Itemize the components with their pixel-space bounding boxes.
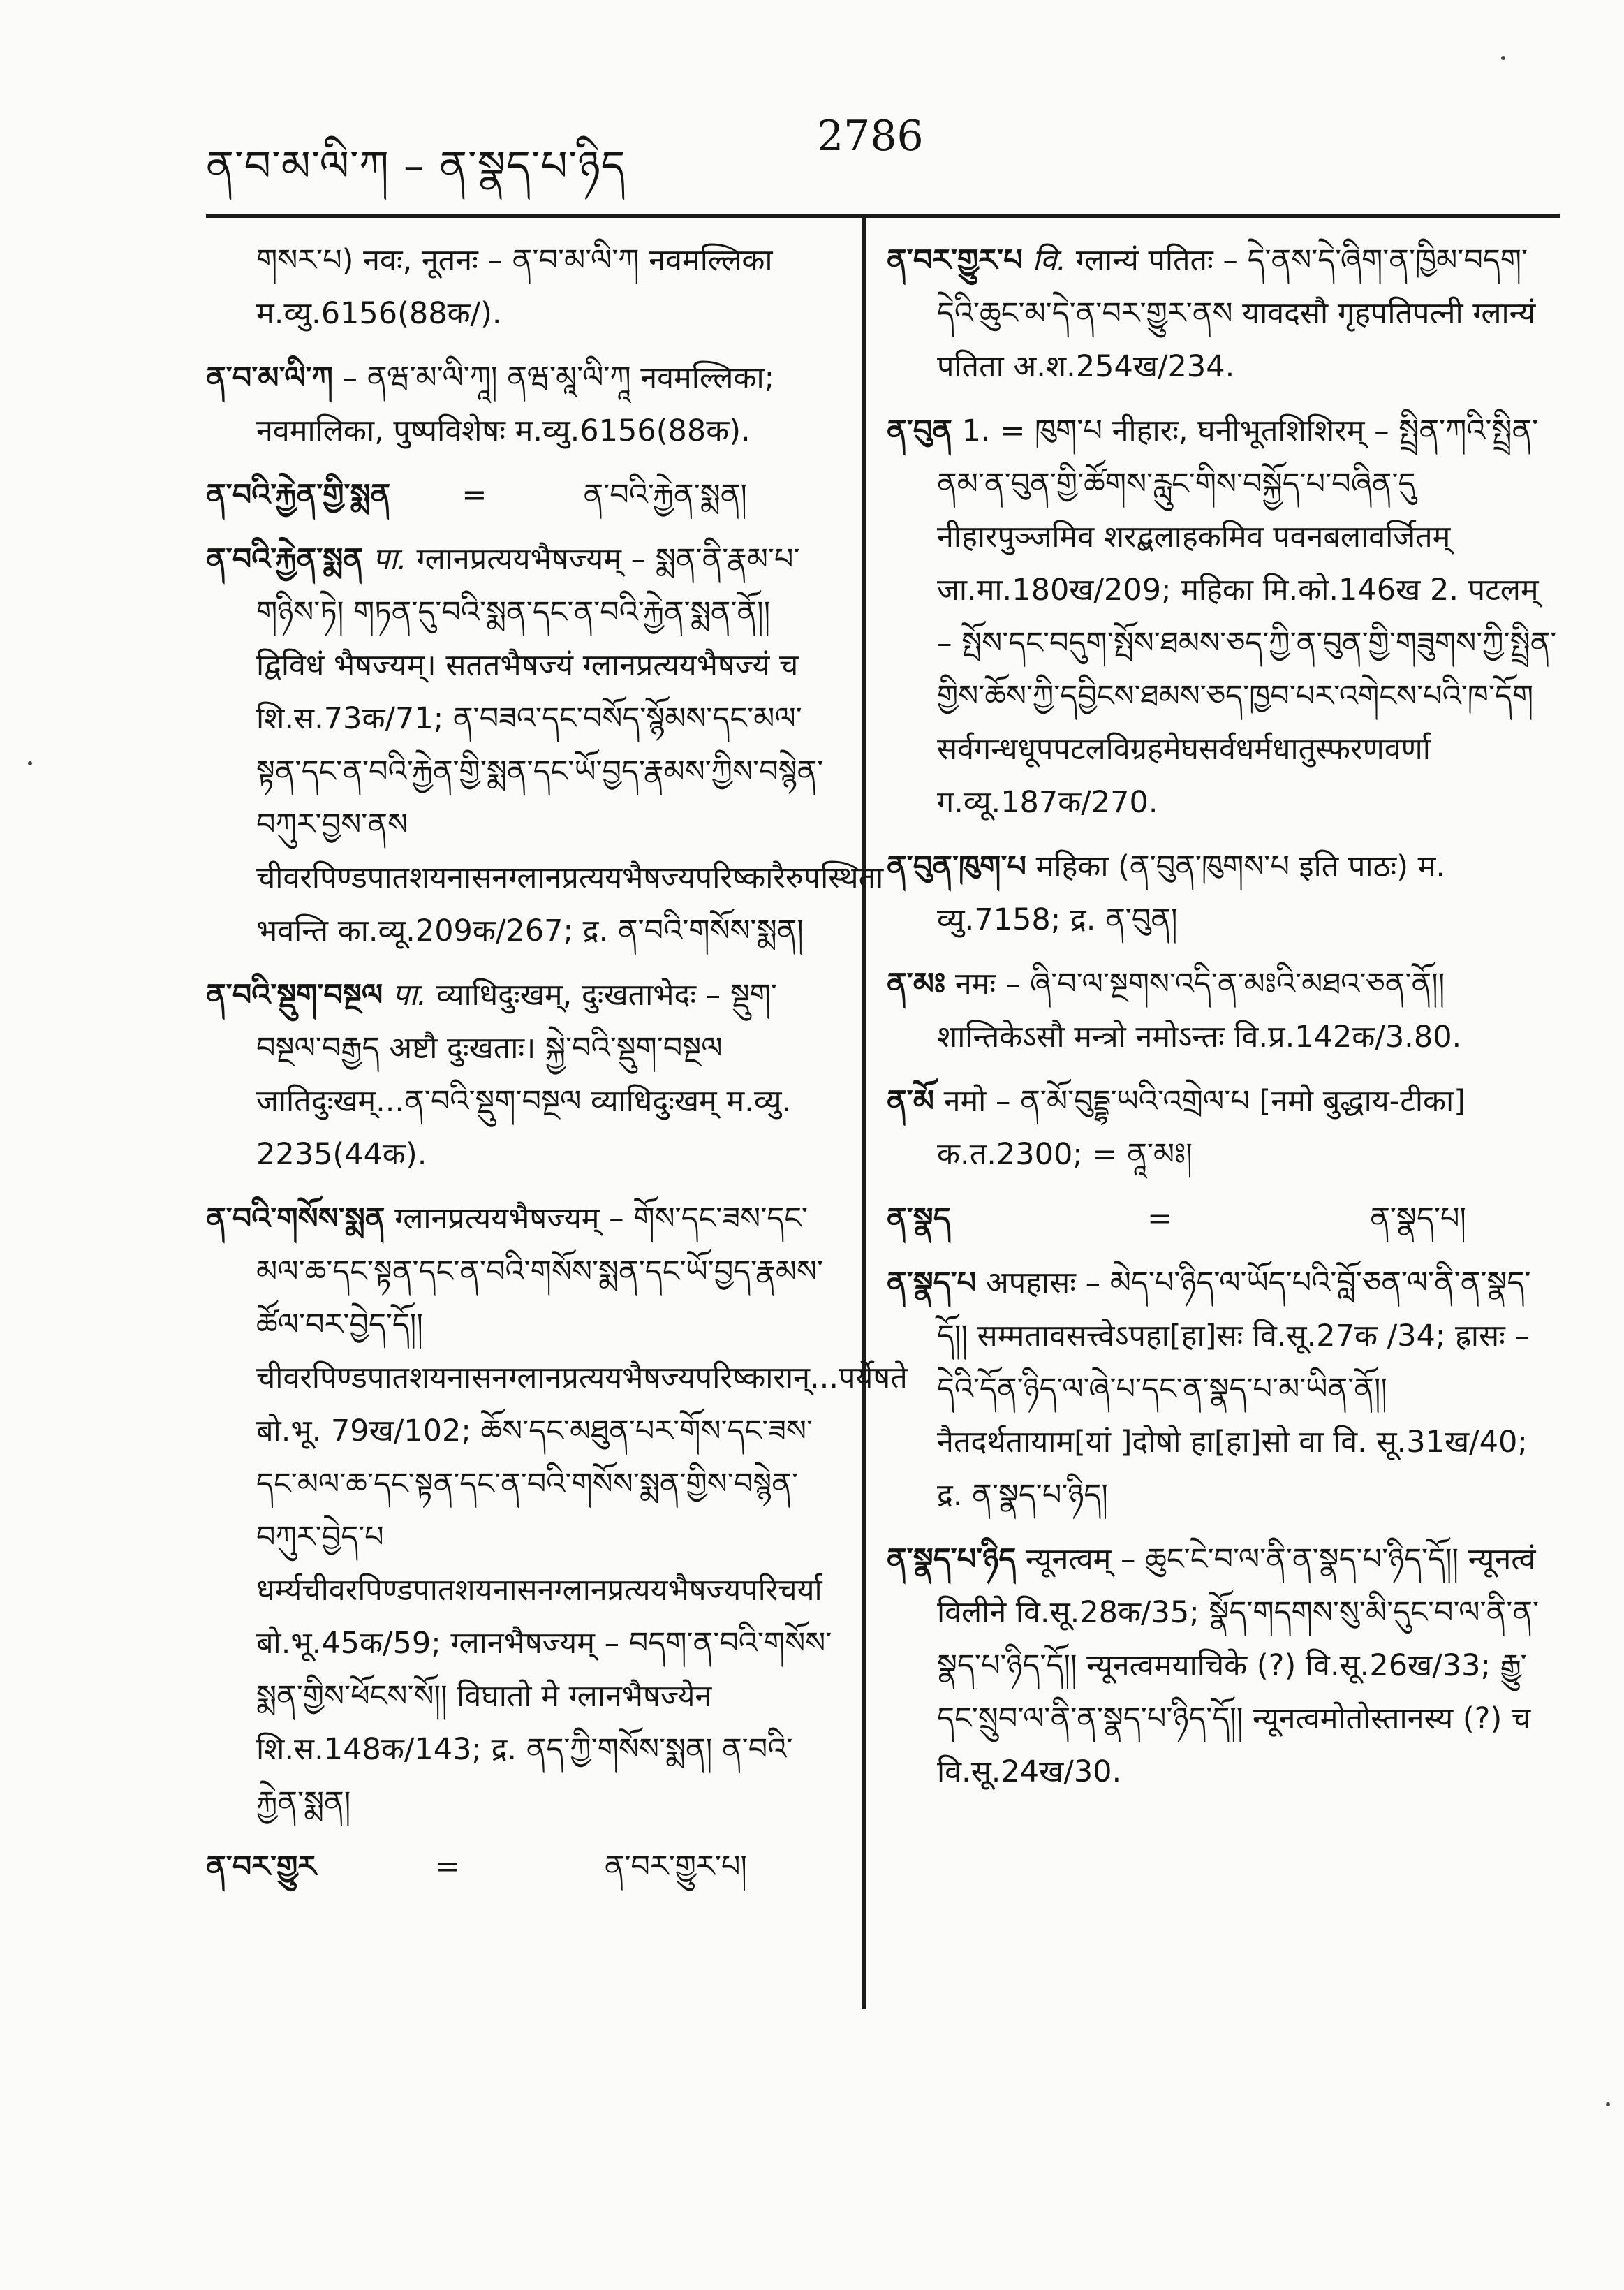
header-rule bbox=[206, 214, 1560, 218]
cross-reference: ན་སྣད་པ། bbox=[1370, 1201, 1466, 1236]
entry-body: གསར་པ) नवः, नूतनः – ན་བ་མ་ལི་ཀ नवमल्लिका म.व्यु.6156(88क/). bbox=[256, 243, 773, 331]
entry-headword: ན་སྣད་པ་ཉིད bbox=[887, 1542, 1017, 1577]
scan-speck bbox=[1606, 2102, 1610, 2106]
running-head: ན་བ་མ་ལི་ཀ – ན་སྣད་པ་ཉིད bbox=[206, 142, 626, 191]
entry-headword: ན་བ་མ་ལི་ཀ bbox=[206, 360, 333, 395]
entry-headword: ན་བུན bbox=[887, 413, 952, 448]
entry-body: 1. = ཁུག་པ नीहारः, घनीभूतशिशिरम् – སྤྲིན་ཀའི་སྤྲིན་ནམ་ན་བུན་གྱི་ཚོགས་རླུང་གིས་བསྐྱོད་པ་བཞིན་དུ नीहारपुञ्जमिव शरद्बलाहकमिव पवनबलावर्जितम् जा.मा.180ख/209; महिका मि.को.146ख 2. पटलम् – སྤོས་དང་བདུག་སྤོས་ཐམས་ཅད་ཀྱི་ན་བུན་གྱི་གཟུགས་ཀྱི་སྤྲིན་གྱིས་ཆོས་ཀྱི་དབྱིངས་ཐམས་ཅད་ཁྱབ་པར་འགེངས་པའི་ཁ་དོག सर्वगन्धधूपपटलविग्रहमेघसर्वधर्मधातुस्फरणवर्णा ग.व्यू.187क/270. bbox=[937, 413, 1557, 820]
entry-body: ग्लान्यं पतितः – དེ་ནས་དེ་ཞིག་ན་ཁྱིམ་བདག་དེའི་ཆུང་མ་དེ་ན་བར་གྱུར་ནས यावदसौ गृहपतिपत्नी ग्लान्यं पतिता अ.श.254ख/234. bbox=[937, 243, 1536, 384]
entry-headword: ན་བའི་རྐྱེན་སྨན bbox=[206, 542, 363, 577]
entry-body: नमो – ན་མོ་བུདྡྷ་ཡའི་འགྲེལ་པ [नमो बुद्धाय-टीका] क.त.2300; = ནཱ་མཿ། bbox=[937, 1084, 1466, 1172]
page-header bbox=[0, 105, 1624, 191]
dictionary-entry bbox=[206, 533, 884, 957]
entry-body: ग्लानप्रत्ययभैषज्यम् – སྨན་ནི་རྣམ་པ་གཉིས་ཏེ། གཏན་དུ་བའི་སྨན་དང་ན་བའི་རྐྱེན་སྨན་ནོ།། द्विविधं भैषज्यम्। सततभैषज्यं ग्लानप्रत्ययभैषज्यं च शि.स.73क/71; ན་བཟའ་དང་བསོད་སྙོམས་དང་མལ་སྟན་དང་ན་བའི་རྐྱེན་གྱི་སྨན་དང་ཡོ་བྱད་རྣམས་ཀྱིས་བསྙེན་བཀུར་བྱས་ནས चीवरपिण्डपातशयनासनग्लानप्रत्ययभैषज्यपरिष्कारैरुपस्थिता भवन्ति का.व्यू.209क/267; द्र. ན་བའི་གསོས་སྨན། bbox=[256, 542, 884, 948]
entry-body: महिका (ན་བུན་ཁུགས་པ इति पाठः) म. व्यु.7158; द्र. ན་བུན། bbox=[937, 849, 1446, 937]
entry-headword: ན་སྣད་པ bbox=[887, 1265, 977, 1300]
column-divider bbox=[862, 214, 866, 2009]
dictionary-entry: ན་བར་གྱུར = ན་བར་གྱུར་པ། bbox=[206, 1840, 838, 1893]
cross-reference: ན་བར་གྱུར་པ། bbox=[604, 1849, 747, 1884]
dictionary-entry: ན་སྣད = ན་སྣད་པ། bbox=[887, 1192, 1557, 1245]
entry-body: व्याधिदुःखम्, दुःखताभेदः – སྡུག་བསྔལ་བརྒྱད अष्टौ दुःखताः। སྐྱེ་བའི་སྡུག་བསྔལ जातिदुःखम्...ན་བའི་སྡུག་བསྔལ व्याधिदुःखम् म.व्यु. 2235(44क). bbox=[256, 978, 792, 1172]
grammar-label: पा. bbox=[392, 978, 427, 1013]
cross-reference: ན་བའི་རྐྱེན་སྨན། bbox=[583, 478, 747, 513]
dictionary-entry bbox=[887, 1075, 1557, 1181]
entry-body: न्यूनत्वम् – ཆུང་ངེ་བ་ལ་ནི་ན་སྣད་པ་ཉིད་དོ།། न्यूनत्वं विलीने वि.सू.28क/35; སྣོད་གདགས་སུ་མི་དུང་བ་ལ་ནི་ན་སྣད་པ་ཉིད་དོ།། न्यूनत्वमयाचिके (?) वि.सू.26ख/33; རྒྱུ་དང་སྲུབ་ལ་ནི་ན་སྣད་པ་ཉིད་དོ།། न्यूनत्वमोतोस्तानस्य (?) च वि.सू.24ख/30. bbox=[937, 1542, 1539, 1789]
dictionary-entry bbox=[887, 1533, 1557, 1798]
page-number: 2786 bbox=[817, 112, 924, 161]
dictionary-entry bbox=[887, 1256, 1557, 1522]
right-column bbox=[887, 234, 1557, 1810]
dictionary-entry bbox=[887, 840, 1557, 946]
entry-headword: ན་མོ bbox=[887, 1084, 934, 1119]
grammar-label: पा. bbox=[372, 542, 407, 577]
dictionary-entry bbox=[206, 234, 838, 340]
left-column bbox=[206, 234, 908, 1904]
entry-headword: ན་བར་གྱུར bbox=[206, 1849, 317, 1884]
dictionary-entry bbox=[206, 1192, 908, 1829]
scan-speck bbox=[28, 761, 32, 765]
dictionary-entry: ན་བའི་རྐྱེན་གྱི་སྨན = ན་བའི་རྐྱེན་སྨན། bbox=[206, 469, 838, 522]
dictionary-entry bbox=[887, 957, 1557, 1064]
dictionary-entry bbox=[887, 234, 1557, 393]
entry-body: अपहासः – མེད་པ་ཉིད་ལ་ཡོད་པའི་བློ་ཅན་ལ་ནི་ན་སྣད་དོ།། सम्मतावसत्त्वेऽपहा[हा]सः वि.सू.27क /34; ह्रासः – དེའི་དོན་ཉིད་ལ་ཞེ་པ་དང་ན་སྣད་པ་མ་ཡིན་ནོ།། नैतदर्थतायाम[यां ]दोषो हा[हा]सो वा वि. सू.31ख/40; द्र. ན་སྣད་པ་ཉིད། bbox=[937, 1265, 1531, 1513]
entry-body: नमः – ཞི་བ་ལ་སྔགས་འདི་ན་མཿའི་མཐའ་ཅན་ནོ།། शान्तिकेऽसौ मन्त्रो नमोऽन्तः वि.प्र.142क/3.80. bbox=[937, 967, 1462, 1055]
entry-body: ग्लानप्रत्ययभैषज्यम् – གོས་དང་ཟས་དང་མལ་ཆ་དང་སྟན་དང་ན་བའི་གསོས་སྨན་དང་ཡོ་བྱད་རྣམས་ཚོལ་བར་བྱེད་དོ།། चीवरपिण्डपातशयनासनग्लानप्रत्ययभैषज्यपरिष्कारान्...पर्येषते बो.भू. 79ख/102; ཆོས་དང་མཐུན་པར་གོས་དང་ཟས་དང་མལ་ཆ་དང་སྟན་དང་ན་བའི་གསོས་སྨན་གྱིས་བསྙེན་བཀུར་བྱེད་པ धर्म्यचीवरपिण्डपातशयनासनग्लानप्रत्ययभैषज्यपरिचर्या बो.भू.45क/59; ग्लानभैषज्यम् – བདག་ན་བའི་གསོས་སྨན་གྱིས་ཕོངས་སོ།། विघातो मे ग्लानभैषज्येन शि.स.148क/143; द्र. ནད་ཀྱི་གསོས་སྨན། ན་བའི་རྐྱེན་སྨན། bbox=[256, 1201, 908, 1820]
entry-headword: ན་བའི་སྡུག་བསྔལ bbox=[206, 978, 383, 1013]
entry-body: – ནཝ་མ་ལི་ཀཱ། ནཝ་མཱ་ལི་ཀཱ नवमल्लिका; नवमालिका, पुष्पविशेषः म.व्यु.6156(88क). bbox=[256, 360, 775, 448]
entry-headword: ན་བར་གྱུར་པ bbox=[887, 243, 1023, 278]
entry-headword: ན་མཿ bbox=[887, 967, 946, 1001]
grammar-label: वि. bbox=[1032, 243, 1067, 278]
entry-headword: ན་སྣད bbox=[887, 1201, 951, 1236]
dictionary-entry bbox=[206, 351, 838, 457]
entry-headword: ན་བུན་ཁུག་པ bbox=[887, 849, 1026, 884]
dictionary-entry bbox=[206, 969, 838, 1181]
entry-headword: ན་བའི་རྐྱེན་གྱི་སྨན bbox=[206, 478, 391, 513]
dictionary-entry bbox=[887, 404, 1557, 829]
scan-speck bbox=[1501, 56, 1505, 60]
entry-headword: ན་བའི་གསོས་སྨན bbox=[206, 1201, 385, 1236]
